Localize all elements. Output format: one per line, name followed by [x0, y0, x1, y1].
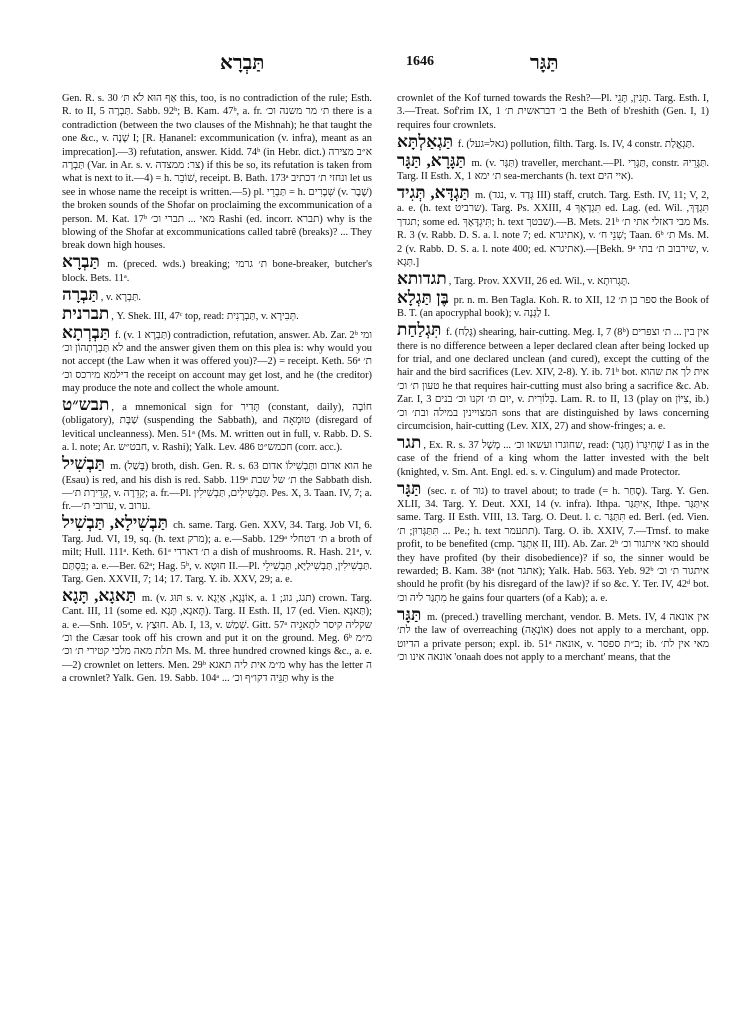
entry-headword: תבש״ט [62, 395, 110, 415]
entry-text: f. (v. תַּבְרָא 1) contradiction, refutation, answer. Ab. Zar. 2ᵇ ומי לא תַּבְרָתְהוֹן וכ׳ and the answer given them on this plea is: why would you not accept (the Law when it was offered you)?—2) = receipt. Keth. 56ᵃ ת׳ דילמא מירכס וכ׳ the receipt on account may get lost, and he (the creditor) may produce the note and collect the whole amount. [62, 329, 372, 395]
entry-headword: תגדותא [397, 268, 447, 288]
dictionary-entry [397, 478, 709, 606]
entry-text: f. (גָּלַח) shearing, hair-cutting. Meg. I, 7 (8ᵇ) אין בין ... ת׳ וצפרים there is no difference between a leper declared clean after being locked up for trial, and one declared unclean (and cured), except the cutting of the hair and the bird sacrifices (Lev. XIV, 2-8). Y. ib. 71ᵇ bot. אית לך את שהוא טעון ת׳ וכ׳ he that requires hair-cutting must also bring a sacrifice &c. Ab. Zar. I, 3 יום ת׳ זקנו וכ׳ בנים, v. בְּלוֹרִית. Lam. R. to II, 13 (play on צִיּוֹן, ib.) המצויינין במילה ובת׳ וכ׳ sons that are distinguished by laws concerning circumcision, hair-cutting (Lev. XIX, 27) and show-fringes; a. e. [397, 327, 709, 432]
dictionary-entry [397, 432, 709, 479]
entry-text: Gen. R. s. 30 אַף הוּא לֹא תּ׳ this, too, is no contradiction of the rule; Esth. R. to II, 5 תַּבְרָה. Sabb. 92ᵇ; B. Kam. 47ᵇ, a. fr. ת׳ מר משנה וכ׳ there is a contradiction (between the two clauses of the Mishnah); he that taught the one &c., v. שָׁנָה I; [R. Ḥananel: excommunication (v. infra), meant as an imprecation].—3) refutation, answer. Kidd. 74ᵇ (in Hebr. dict.) א״ב מצירה תַּבְרָה (Var. in Ar. s. v. צר: ממצדה) if this be so, its refutation is taken from what is next to it.—4) = h. שׁוֹבֵר, receipt. B. Bath. 173ᵃ ונחזי ת׳ דכתיב let us see in whose name the receipt is written.—5) pl. תַּבְרֵי = h. שְׁבָרִים (v. שֶׁבֶר) the broken sounds of the Shofar on proclaiming the excommunication of a person. M. Kat. 17ᵇ מאי ... תברי וכ׳ Rashi (ed. incorr. תברא) why is the blowing of the Shofar at excommunications called tabrê (breaks)? ... They break down high houses. [62, 93, 372, 252]
right-guide-word: תַּגָּר [530, 52, 559, 74]
entry-headword: בֶּן תַּגְלָא [397, 287, 449, 307]
left-guide-word: תַּבְרָא [220, 52, 265, 74]
dictionary-entry [62, 284, 372, 304]
dictionary-entry [397, 92, 709, 132]
entry-text: crownlet of the Kof turned towards the Resh?—Pl. תָּגִין, תָּגֵי. Targ. Esth. I, 3.—Treat. Sof'rim IX, 1 ב׳ דבראשית ת׳ the Beth of b'reshith (Gen. I, 1) requires four crownlets. [397, 93, 709, 131]
entry-headword: תַּבְשִׁילָא, תַּבְשִׁיל [62, 513, 168, 533]
dictionary-entry [397, 131, 709, 151]
entry-text: m. (נגד, v. גְּדַד III) staff, crutch. Targ. Esth. IV, 11; V, 2, a. e. (h. text שרביט). Targ. Ps. XXIII, 4 תִּגְדָאָךְ ed. Lag. (ed. Wil. תִּגְדָּךְ, תגדך; some ed. תִּיגְדָּאָךְ; h. text שבטך).—B. Mets. 21ᵇ מבי דאזלי אתי ת׳ Ms. R. 3 (v. Rabb. D. S. a. l. note 7; ed. אתיגרא), v. שְׁנֵי ח׳; Taan. 6ᵇ ת׳ Ms. M. 2 (v. Rabb. D. S. a. l. note 400; ed. אתיגרא).—[Bekh. 9ᵃ שירבוב ת׳ בתי, v. תְּגָא.] [397, 189, 709, 268]
dictionary-entry [62, 515, 372, 586]
dictionary-entry [62, 92, 372, 253]
dictionary-entry [62, 322, 372, 396]
dictionary-entry [62, 456, 372, 514]
entry-headword: תַּגָּרָא, תַּגָּר [397, 150, 466, 170]
dictionary-entry [62, 303, 372, 323]
entry-headword: תַּבְשִׁיל [62, 454, 106, 474]
entry-text: , Y. Shek. III, 47ᶜ top, read: תַּבְרָנִית, v. תְּבִירָא. [111, 310, 299, 322]
entry-text: ch. same. Targ. Gen. XXV, 34. Targ. Job VI, 6. Targ. Jud. VI, 19, sq. (h. text מרק); a. e.—Sabb. 129ᵃ ת׳ דטחלי a broth of milt; Hull. 111ᵃ. Keth. 61ᵃ ת׳ דארדי a dish of mushrooms. R. Hash. 21ᵃ, v. בִּסְתַּם; a. e.—Ber. 62ᵃ; Hag. 5ᵇ, v. חוּטָא II.—Pl. תַּבְשִׁילִין, תַּבְשִׁילַיָּא, תַּבְשִׁילֵי. Targ. Gen. XXVII, 7; 14; 17. Targ. Y. ib. XXV, 29; a. e. [62, 520, 372, 585]
page-number: 1646 [406, 54, 434, 69]
entry-headword: תַּגָּר [397, 478, 422, 498]
entry-headword: תברנית [62, 303, 110, 323]
left-column [62, 92, 372, 1002]
entry-text: (sec. r. of גור) to travel about; to trade (= h. סָחַר). Targ. Y. Gen. XLII, 34. Targ. Y. Deut. XXI, 14 (v. infra). Ithpa. אִיתַּגַּר, Ithpe. אִיתַּגַּר same. Targ. II Esth. VIII, 13. Targ. O. Deut. l. c. תִּתַּגַּר ed. Berl. (ed. Vien. תִּתַּגְּרוּן; ת׳ ... Pe.; h. text תתעמר). Targ. O. ib. XXIV, 7.—Trnsf. to make profit, to be benefited (cmp. אִתְגַּר II, III). Ab. Zar. 2ᵇ מאי איתגור וכ׳ should they have profited (by their disobedience)? if so, the sinner would be rewarded; B. Kam. 38ᵃ (not אתגר); Yalk. Hab. 563. Yeb. 92ᵇ איתגור ת׳ וכ׳ should he profit (by his disregard of the law)? if so &c. Y. Ter. IV, 42ᵈ bot. מִתְגַּר ליה וכ׳ he gains four quarters (of a Kab); a. e. [397, 485, 709, 604]
entry-text: , Ex. R. s. 37 שחוגרו ועשאו וכ׳ ... מָשָׁל, read: שֶׁחִיגְּרוֹ (חָגַר) I as in the case of the friend of a king whom the latter invested with the belt (knighted, v. Sm. Ant. Engl. ed. s. v. Cingulum) and made Protector. [397, 439, 709, 478]
entry-headword: תַּגְדָּא, תְּגִיד [397, 182, 470, 202]
dictionary-entry [397, 287, 709, 321]
entry-text: , Targ. Prov. XXVII, 26 ed. Wil., v. תֶּגְרוּתָא. [448, 275, 630, 287]
dictionary-entry [397, 182, 709, 269]
entry-text: m. (v. תּוּג s. v. אוֹנְגָא, אַיְגָא, a. תגג, גוג; 1) crown. Targ. Cant. III, 11 (some ed. תָּאגָא, תָּגָא). Targ. II Esth. II, 17 (ed. Vien. תַּאגָא); a. e.—Snh. 105ᵃ, v. חוּצַץ. Ab. I, 13, v. שְׁמַשׁ. Gitt. 57ᵃ שקליה קיסר לתָאגֵיה וכ׳ the Cæsar took off his crown and put it on the ground. Meg. 6ᵇ מ״מ תלת מאה מלכי קטירי ת׳ וכ׳ Ms. M. three hundred crowned kings &c., a. e.—2) crownlet on letters. Men. 29ᵇ מ״מ אית ליה תאגא why has the letter ה a crownlet? Yalk. Gen. 19. Sabb. 104ᵃ ... תַּגֵּיה דקו״ף וכ׳ why is the [62, 592, 372, 685]
entry-text: , v. תַּבְרָא. [100, 291, 141, 303]
dictionary-entry [397, 150, 709, 184]
entry-text: pr. n. m. Ben Tagla. Koh. R. to XII, 12 ספר בן ת׳ the Book of B. T. (an apocryphal book); v. לַגְּנָה I. [397, 294, 709, 320]
entry-headword: תַּאגָא, תָּגָא [62, 585, 137, 605]
entry-headword: תַּבְרָה [62, 284, 99, 304]
entry-text: m. (בָּשַׁל) broth, dish. Gen. R. s. 63 הוא אדום ותַּבְשִׁילוֹ אדום he (Esau) is red, and his dish is red. Sabb. 119ᵃ ת׳ של שבת the Sabbath dish.—קְדֵירַת ת׳, v. קְדֵרָה; a. fr.—Pl. תַּבְשִׁילִים, תַּבְשִׁילִין. Pes. X, 3. Taan. IV, 7; a. fr.—ערובי ת׳, v. ערוב. [62, 461, 372, 513]
entry-headword: תַּבְרָא [62, 252, 100, 272]
dictionary-entry [397, 604, 709, 665]
dictionary-entry [62, 585, 372, 686]
page-header [60, 52, 700, 78]
entry-text: m. (preced.) travelling merchant, vendor. B. Mets. IV, 4 אין אונאה לת׳ the law of overreaching (אוֹנָאָה) does not apply to a merchant, opp. הדיוט a private person; expl. ib. 51ᵃ אונאה, v. ב״ת ספסר; ib. מאי אין לת׳ אונאה אינו וכ׳ 'onaah does not apply to a merchant' means, that the [397, 611, 709, 663]
entry-headword: תַּבְרְתָא [62, 322, 111, 342]
dictionary-entry [62, 397, 372, 455]
entry-text: f. (גאל=געל) pollution, filth. Targ. Is. IV, 4 constr. תַּגְאֲלַת. [457, 138, 695, 150]
right-column [397, 92, 709, 1002]
entry-headword: תַּגָּר [397, 604, 422, 624]
entry-headword: תִּגְלַחַת [397, 320, 442, 340]
dictionary-entry [397, 268, 709, 288]
dictionary-entry [397, 322, 709, 433]
entry-text: , a mnemonical sign for תָּדִיר (constant, daily), חוֹבָה (obligatory), שַׁבָּת (suspending the Sabbath), and טוּמְאָה (disregard of levitical uncleanness). Men. 51ᵃ (Ms. M. written out in full, v. Rabb. D. S. a. l. note; Ar. חבט״ש, v. Rashi); Yalk. Lev. 486 חכמש״ט (corr. acc.). [62, 402, 372, 454]
dictionary-entry [62, 254, 372, 285]
entry-text: m. (preced. wds.) breaking; ת׳ גרמי bone-breaker, butcher's block. Bets. 11ᵃ. [62, 259, 372, 284]
entry-headword: תַּגְאַלְתָּא [397, 131, 454, 151]
entry-text: m. (v. תַּגָּר) traveller, merchant.—Pl. תַּגָּרֵי, constr. תַּגָּרֵיהּ. Targ. II Esth. X, 1 ת׳ ימא sea-merchants (h. text איי הים). [397, 157, 709, 183]
entry-headword: תגר [397, 432, 422, 452]
